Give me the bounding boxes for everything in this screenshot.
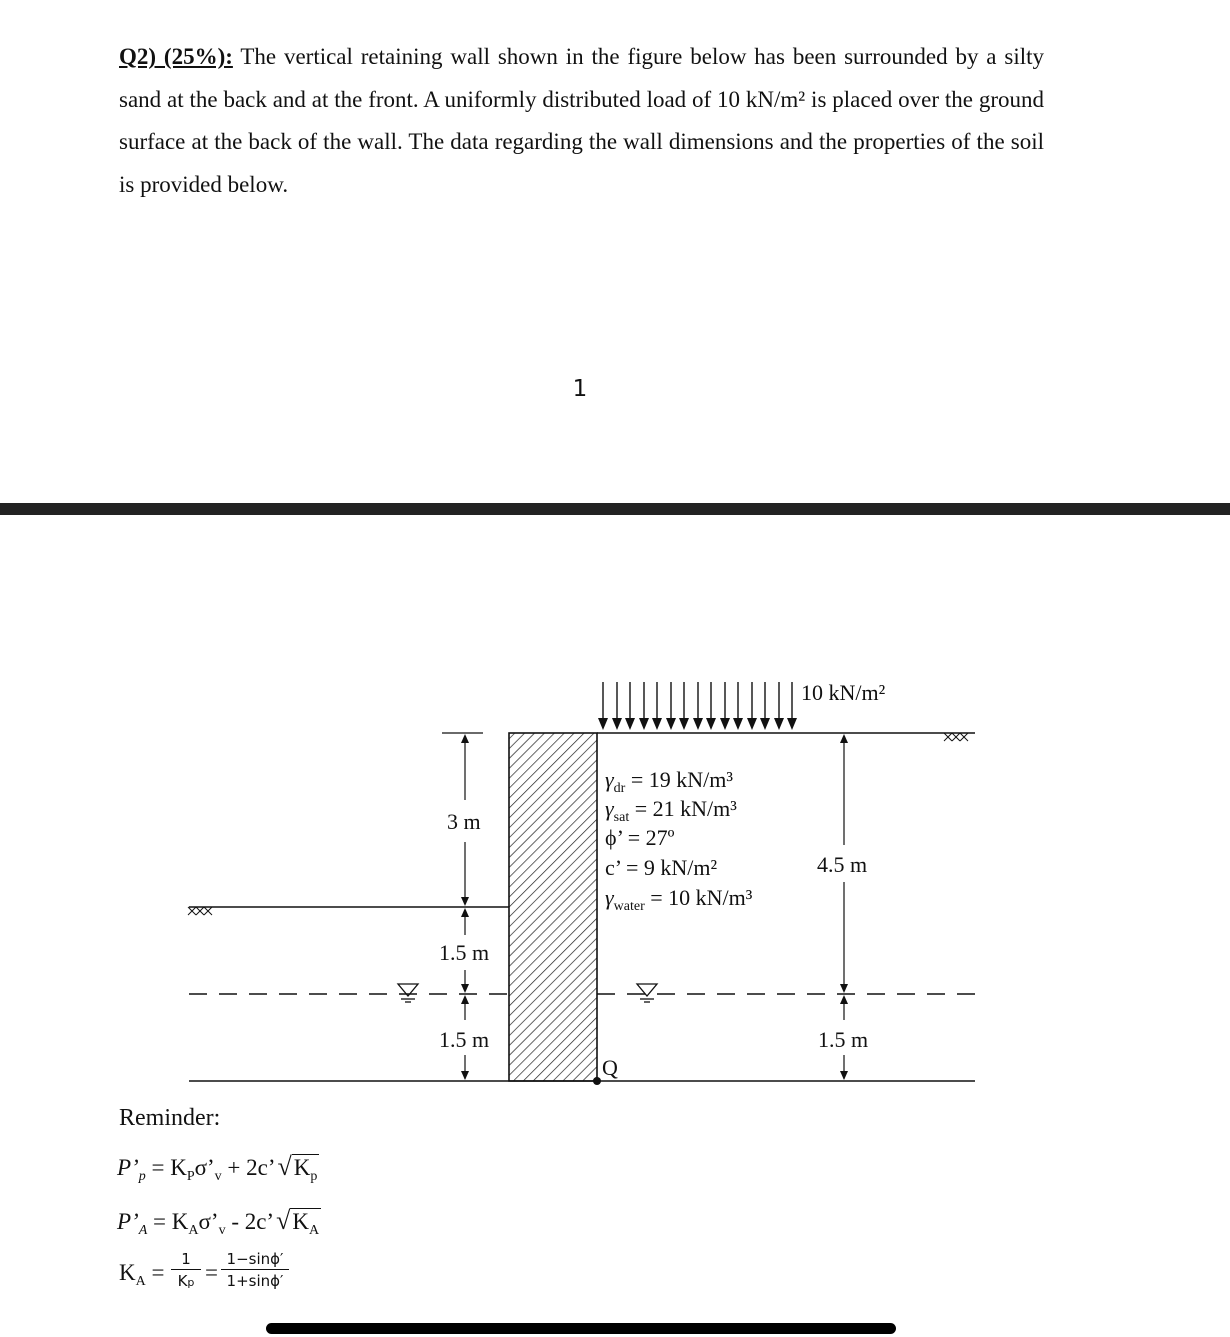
phi-line: ϕ’ = 27º	[605, 825, 675, 850]
dim-1-5m-right-lower-label: 1.5 m	[818, 1027, 869, 1052]
point-q-marker	[593, 1077, 601, 1085]
question-label: Q2) (25%):	[119, 44, 233, 69]
ka-fraction-2: $\frac{1-\sin\phi'}{1+\sin\phi'}$	[221, 1250, 289, 1290]
question-body: The vertical retaining wall shown in the figure below has been surrounded by a silty sand at the back and at the front. A uniformly distributed load of 10 kN/m² is placed over the ground surface at the back of the wall. The data regarding the wall dimensions and the properties of the soil is provided below.	[119, 44, 1044, 197]
ground-hatch-symbol-back	[944, 733, 968, 741]
ka-fraction-1: $\frac{1}{Kp}$	[171, 1250, 201, 1290]
retaining-wall	[509, 733, 597, 1081]
water-table-symbol-front	[398, 984, 418, 1002]
ground-hatch-symbol-front	[188, 907, 212, 915]
page-number: 1	[572, 376, 588, 402]
gamma-dry-line: $\gamma_{dr} = 19$ kN/m³	[605, 767, 733, 796]
gamma-sat-line: $\gamma_{sat} = 21$ kN/m³	[605, 796, 737, 825]
surcharge-arrowheads	[598, 718, 797, 730]
point-q-label: Q	[602, 1055, 618, 1080]
reminder-title: Reminder:	[119, 1105, 221, 1131]
dim-3m-label: 3 m	[447, 809, 481, 834]
dim-1-5m-upper-label: 1.5 m	[439, 940, 490, 965]
surcharge-label: 10 kN/m²	[801, 680, 886, 705]
cohesion-line: c’ = 9 kN/m²	[605, 855, 718, 880]
home-indicator[interactable]	[266, 1323, 896, 1334]
water-table-symbol-back	[637, 984, 657, 1002]
dim-4-5m-label: 4.5 m	[817, 852, 868, 877]
dim-1-5m-left-lower-label: 1.5 m	[439, 1027, 490, 1052]
soil-properties	[605, 767, 753, 914]
active-pressure-formula: $P’_A$ = $K_A\sigma’_v$ - $2c’√K_A$	[117, 1206, 320, 1238]
passive-pressure-formula: $P’_p$ = $K_P\sigma’_v$ + $2c’√K_p$	[117, 1152, 318, 1184]
gamma-water-line: $\gamma_{water} = 10$ kN/m³	[605, 885, 753, 914]
